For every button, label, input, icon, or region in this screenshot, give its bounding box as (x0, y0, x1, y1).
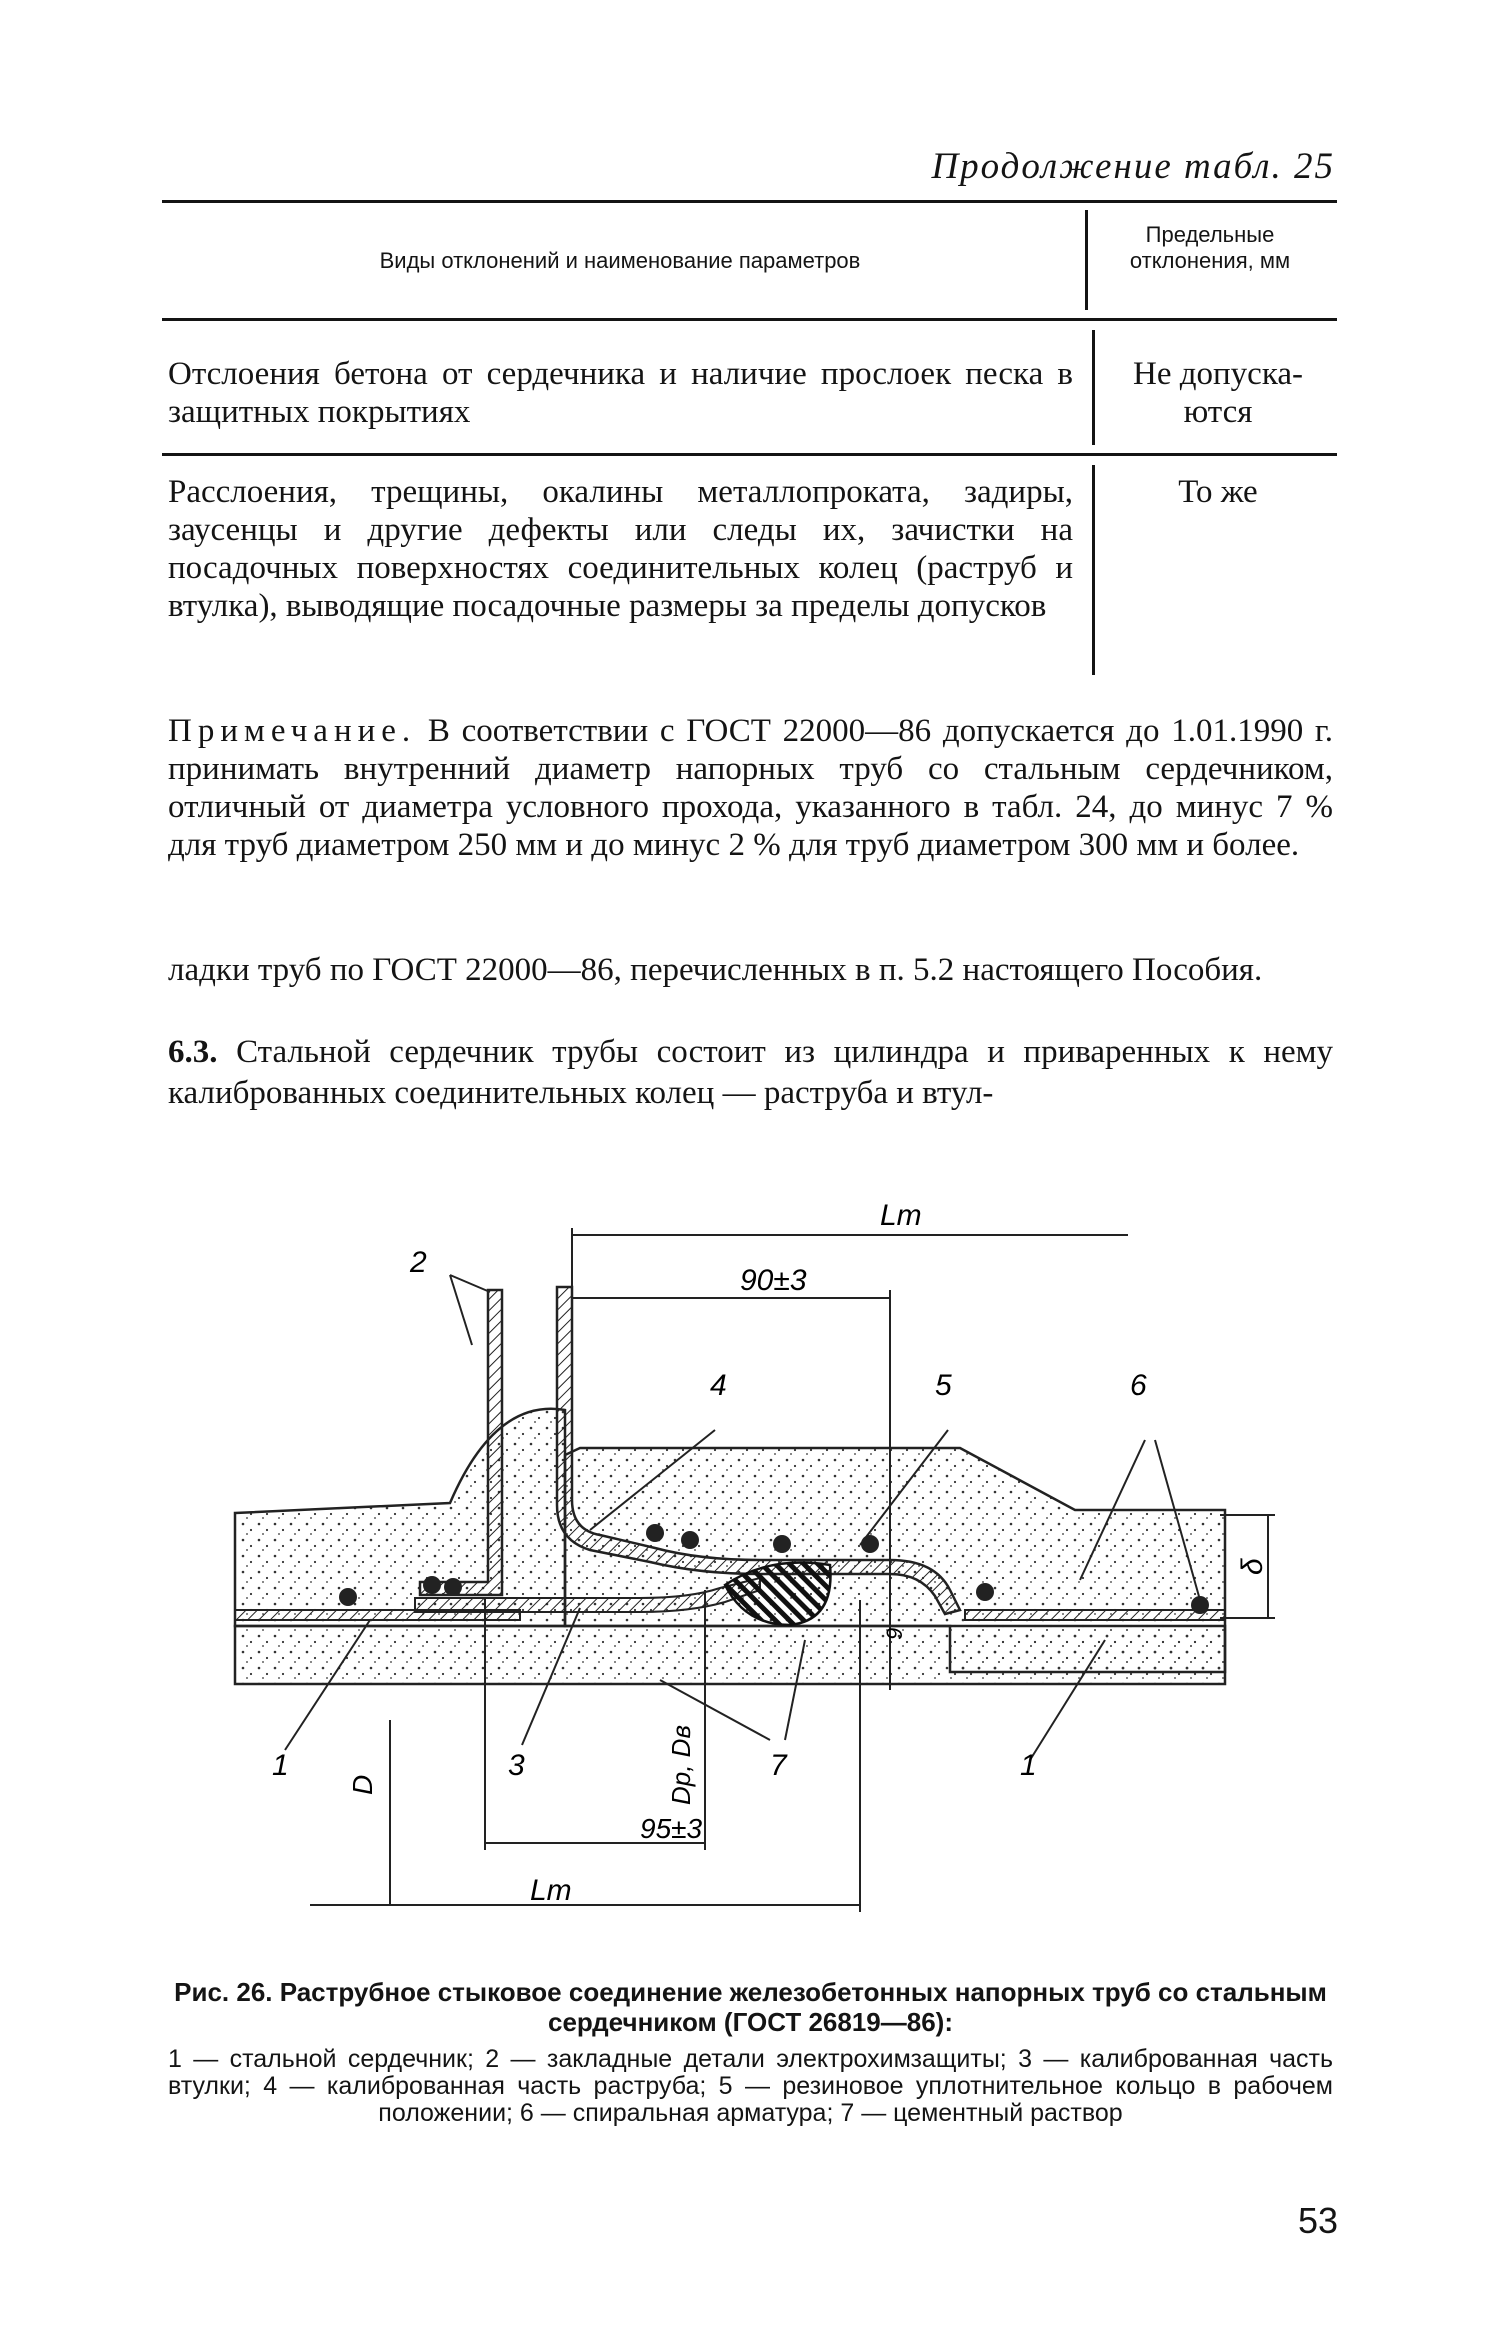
table-continuation-header: Продолжение табл. 25 (931, 146, 1335, 187)
label-delta: δ (1236, 1558, 1269, 1575)
label-number-5: 5 (935, 1369, 952, 1402)
label-number-7: 7 (770, 1749, 787, 1782)
label-dim-95: 95±3 (640, 1813, 703, 1844)
rebar-section (976, 1583, 994, 1601)
table-col-divider (1092, 330, 1095, 445)
label-number-9: 9 (882, 1627, 907, 1640)
rebar-section (773, 1535, 791, 1553)
figure-caption-legend: 1 — стальной сердечник; 2 — закладные детали электрохимзащиты; 3 — калиброванная часть втулки; 4 — калиброванная часть раструба; 5 — резиновое уплотнительное кольцо в рабочем положении; 6 — спиральная арматура; 7 — цементный раствор (168, 2045, 1333, 2127)
pipe-joint-figure (0, 1180, 1500, 1970)
table-cell-deviation: То же (1178, 474, 1258, 510)
table-cell-parameter: Отслоения бетона от сердечника и наличие прослоек песка в защитных покрытиях (168, 356, 1073, 430)
label-lt-bottom: Lт (530, 1874, 572, 1907)
table-top-rule (162, 200, 1337, 203)
table-header-rule (162, 318, 1337, 321)
rebar-section (444, 1578, 462, 1596)
table-col-divider (1085, 210, 1088, 310)
table-note (168, 712, 1333, 864)
table-row-rule (162, 453, 1337, 456)
figure-caption-title: Рис. 26. Раструбное стыковое соединение железобетонных напорных труб со стальным сердечником (ГОСТ 26819—86): (174, 1977, 1327, 2037)
paragraph-text: Стальной сердечник трубы состоит из цилиндра и приваренных к нему калиброванных соединительных колец — раструба и втул- (168, 1034, 1334, 1111)
note-text: В соответствии с ГОСТ 22000—86 допускается до 1.01.1990 г. принимать внутренний диаметр напорных труб со стальным сердечником, отличный от диаметра условного прохода, указанного в табл. 24, до минус 7 % для труб диаметром 250 мм и до минус 2 % для труб диаметром 300 мм и более. (168, 713, 1333, 863)
table-cell-parameter: Расслоения, трещины, окалины металлопроката, задиры, заусенцы и другие дефекты или следы их, зачистки на посадочных поверхностях соединительных колец (раструб и втулка), выводящие посадочные размеры за пределы допусков (168, 474, 1073, 624)
steel-core-right (965, 1610, 1225, 1620)
label-number-4: 4 (710, 1369, 727, 1402)
label-number-1-left: 1 (272, 1749, 289, 1782)
table-header-deviations: Предельные отклонения, мм (1129, 222, 1291, 273)
body-paragraph: ладки труб по ГОСТ 22000—86, перечисленных в п. 5.2 настоящего Пособия. (168, 952, 1263, 988)
rebar-section (646, 1524, 664, 1542)
label-number-6: 6 (1130, 1369, 1147, 1402)
note-label: Примечание. (168, 713, 417, 749)
page-number: 53 (1297, 2200, 1338, 2241)
rebar-section (423, 1576, 441, 1594)
rebar-section (681, 1531, 699, 1549)
paragraph-number: 6.3. (168, 1034, 218, 1070)
concrete-left-pipe (235, 1409, 565, 1626)
table-cell-deviation: Не допуска-ются (1133, 356, 1303, 430)
table-col-divider (1092, 465, 1095, 675)
label-dim-90: 90±3 (740, 1264, 807, 1297)
concrete-lower-band (235, 1626, 1225, 1684)
label-d: D (347, 1774, 378, 1795)
rebar-section (339, 1588, 357, 1606)
table-header-parameters: Виды отклонений и наименование параметров (379, 248, 861, 273)
label-number-3: 3 (508, 1749, 525, 1782)
body-paragraph (168, 1032, 1333, 1114)
label-lt-top: Lт (880, 1199, 922, 1232)
label-number-2: 2 (410, 1246, 427, 1279)
label-number-1-right: 1 (1020, 1749, 1037, 1782)
label-dp-dv: Dр, Dв (666, 1724, 696, 1805)
rebar-section (861, 1535, 879, 1553)
